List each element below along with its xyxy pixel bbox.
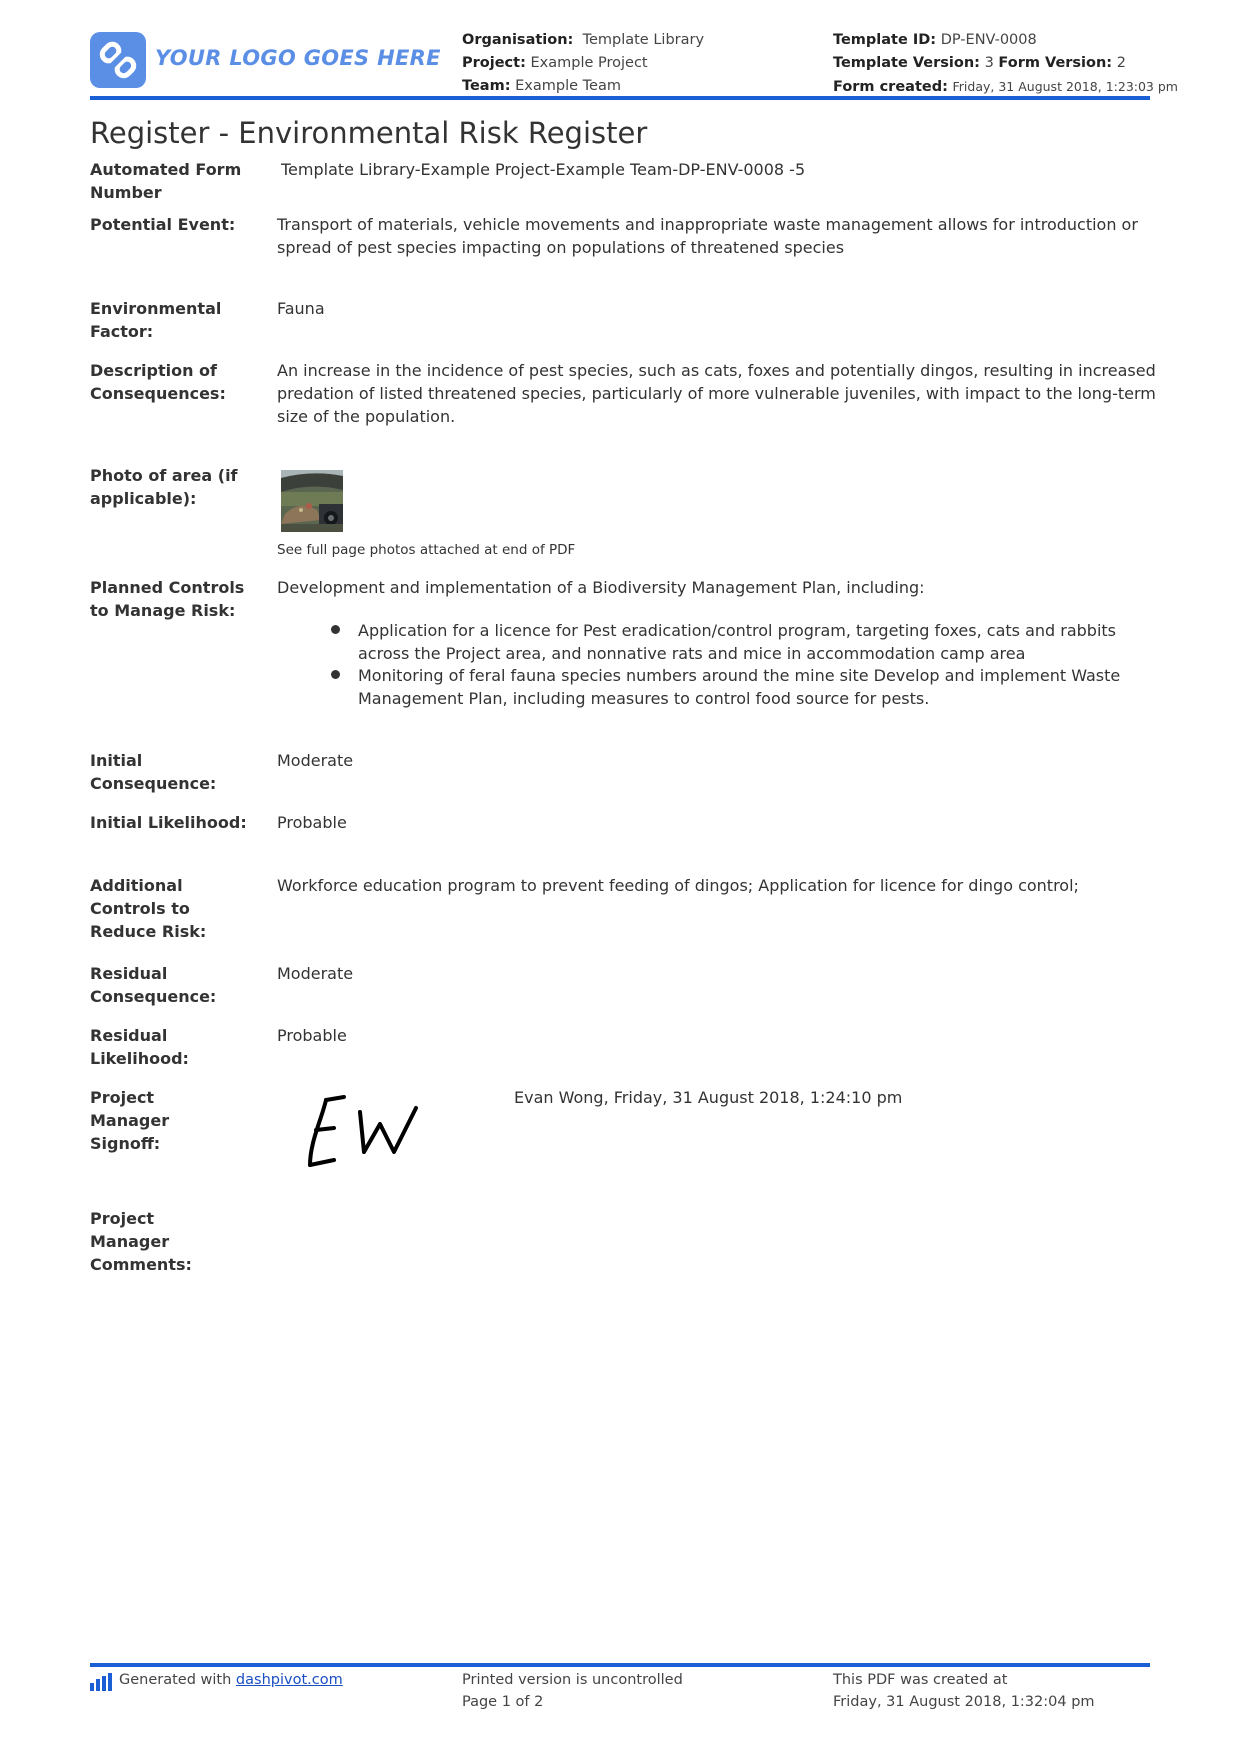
- header-org-block: [462, 29, 704, 98]
- logo-s-icon: [90, 32, 146, 88]
- initial-likelihood-value: Probable: [277, 813, 347, 832]
- page-title: Register - Environmental Risk Register: [90, 116, 648, 150]
- organisation-line: Organisation: Template Library: [462, 32, 705, 48]
- header-divider: [90, 96, 1150, 100]
- pdf-created-value: Friday, 31 August 2018, 1:32:04 pm: [833, 1694, 1095, 1710]
- footer-created-block: [833, 1669, 1095, 1713]
- comments-label: Project Manager Comments:: [90, 1209, 192, 1274]
- footer-divider: [90, 1663, 1150, 1667]
- signoff-value: Evan Wong, Friday, 31 August 2018, 1:24:10 pm: [514, 1088, 903, 1107]
- residual-consequence-value: Moderate: [277, 964, 354, 983]
- planned-controls-bullet-2: Monitoring of feral fauna species numbers around the mine site Develop and implement Waste Management Plan, including measures to control food source for pests.: [358, 666, 1121, 708]
- template-version-line: Template Version: 3 Form Version: 2: [833, 55, 1126, 71]
- potential-event-label: Potential Event:: [90, 215, 236, 234]
- team-line: Team: Example Team: [462, 78, 621, 94]
- header-template-block: [833, 29, 1178, 99]
- potential-event-value: Transport of materials, vehicle movements and inappropriate waste management allows for introduction or spread of pest species impacting on populations of threatened species: [277, 215, 1138, 257]
- signoff-label: Project Manager Signoff:: [90, 1088, 170, 1153]
- form-created-line: Form created: Friday, 31 August 2018, 1:23:03 pm: [833, 79, 1178, 95]
- planned-controls-label: Planned Controls to Manage Risk:: [90, 578, 245, 620]
- area-photo-thumbnail[interactable]: [281, 470, 343, 532]
- consequences-value: An increase in the incidence of pest species, such as cats, foxes and potentially dingos, resulting in increased predation of listed threatened species, particularly of more vulnerable juveniles, with impact to the long-term size of the population.: [277, 361, 1156, 426]
- bullet-icon: [331, 625, 340, 634]
- form-number-label: Automated Form Number: [90, 160, 242, 202]
- photo-label: Photo of area (if applicable):: [90, 466, 238, 508]
- dashpivot-link[interactable]: dashpivot.com: [235, 1672, 343, 1688]
- additional-controls-label: Additional Controls to Reduce Risk:: [90, 876, 207, 941]
- planned-controls-intro: Development and implementation of a Biodiversity Management Plan, including:: [277, 578, 925, 597]
- template-id-line: Template ID: DP-ENV-0008: [833, 32, 1037, 48]
- dashpivot-icon: [90, 1673, 112, 1695]
- photo-caption: See full page photos attached at end of PDF: [277, 542, 576, 558]
- logo-mark: [90, 32, 146, 88]
- project-line: Project: Example Project: [462, 55, 648, 71]
- form-number-value: Template Library-Example Project-Example Team-DP-ENV-0008 -5: [281, 160, 806, 179]
- signature-image: [300, 1090, 430, 1174]
- pdf-created-label: This PDF was created at: [833, 1672, 1008, 1688]
- initial-consequence-label: Initial Consequence:: [90, 751, 217, 793]
- environmental-factor-label: Environmental Factor:: [90, 299, 222, 341]
- generated-with: Generated with dashpivot.com: [119, 1672, 343, 1688]
- bullet-icon: [331, 670, 340, 679]
- residual-likelihood-label: Residual Likelihood:: [90, 1026, 189, 1068]
- page-number: Page 1 of 2: [462, 1694, 544, 1710]
- residual-likelihood-value: Probable: [277, 1026, 347, 1045]
- environmental-factor-value: Fauna: [277, 299, 325, 318]
- residual-consequence-label: Residual Consequence:: [90, 964, 217, 1006]
- planned-controls-bullet-1: Application for a licence for Pest eradication/control program, targeting foxes, cats and rabbits across the Project area, and nonnative rats and mice in accommodation camp area: [358, 621, 1117, 663]
- initial-consequence-value: Moderate: [277, 751, 354, 770]
- logo-text: YOUR LOGO GOES HERE: [155, 46, 441, 70]
- footer-print-block: [462, 1669, 683, 1713]
- uncontrolled-note: Printed version is uncontrolled: [462, 1672, 683, 1688]
- consequences-label: Description of Consequences:: [90, 361, 226, 403]
- initial-likelihood-label: Initial Likelihood:: [90, 813, 247, 832]
- additional-controls-value: Workforce education program to prevent feeding of dingos; Application for licence for dingo control;: [277, 876, 1079, 895]
